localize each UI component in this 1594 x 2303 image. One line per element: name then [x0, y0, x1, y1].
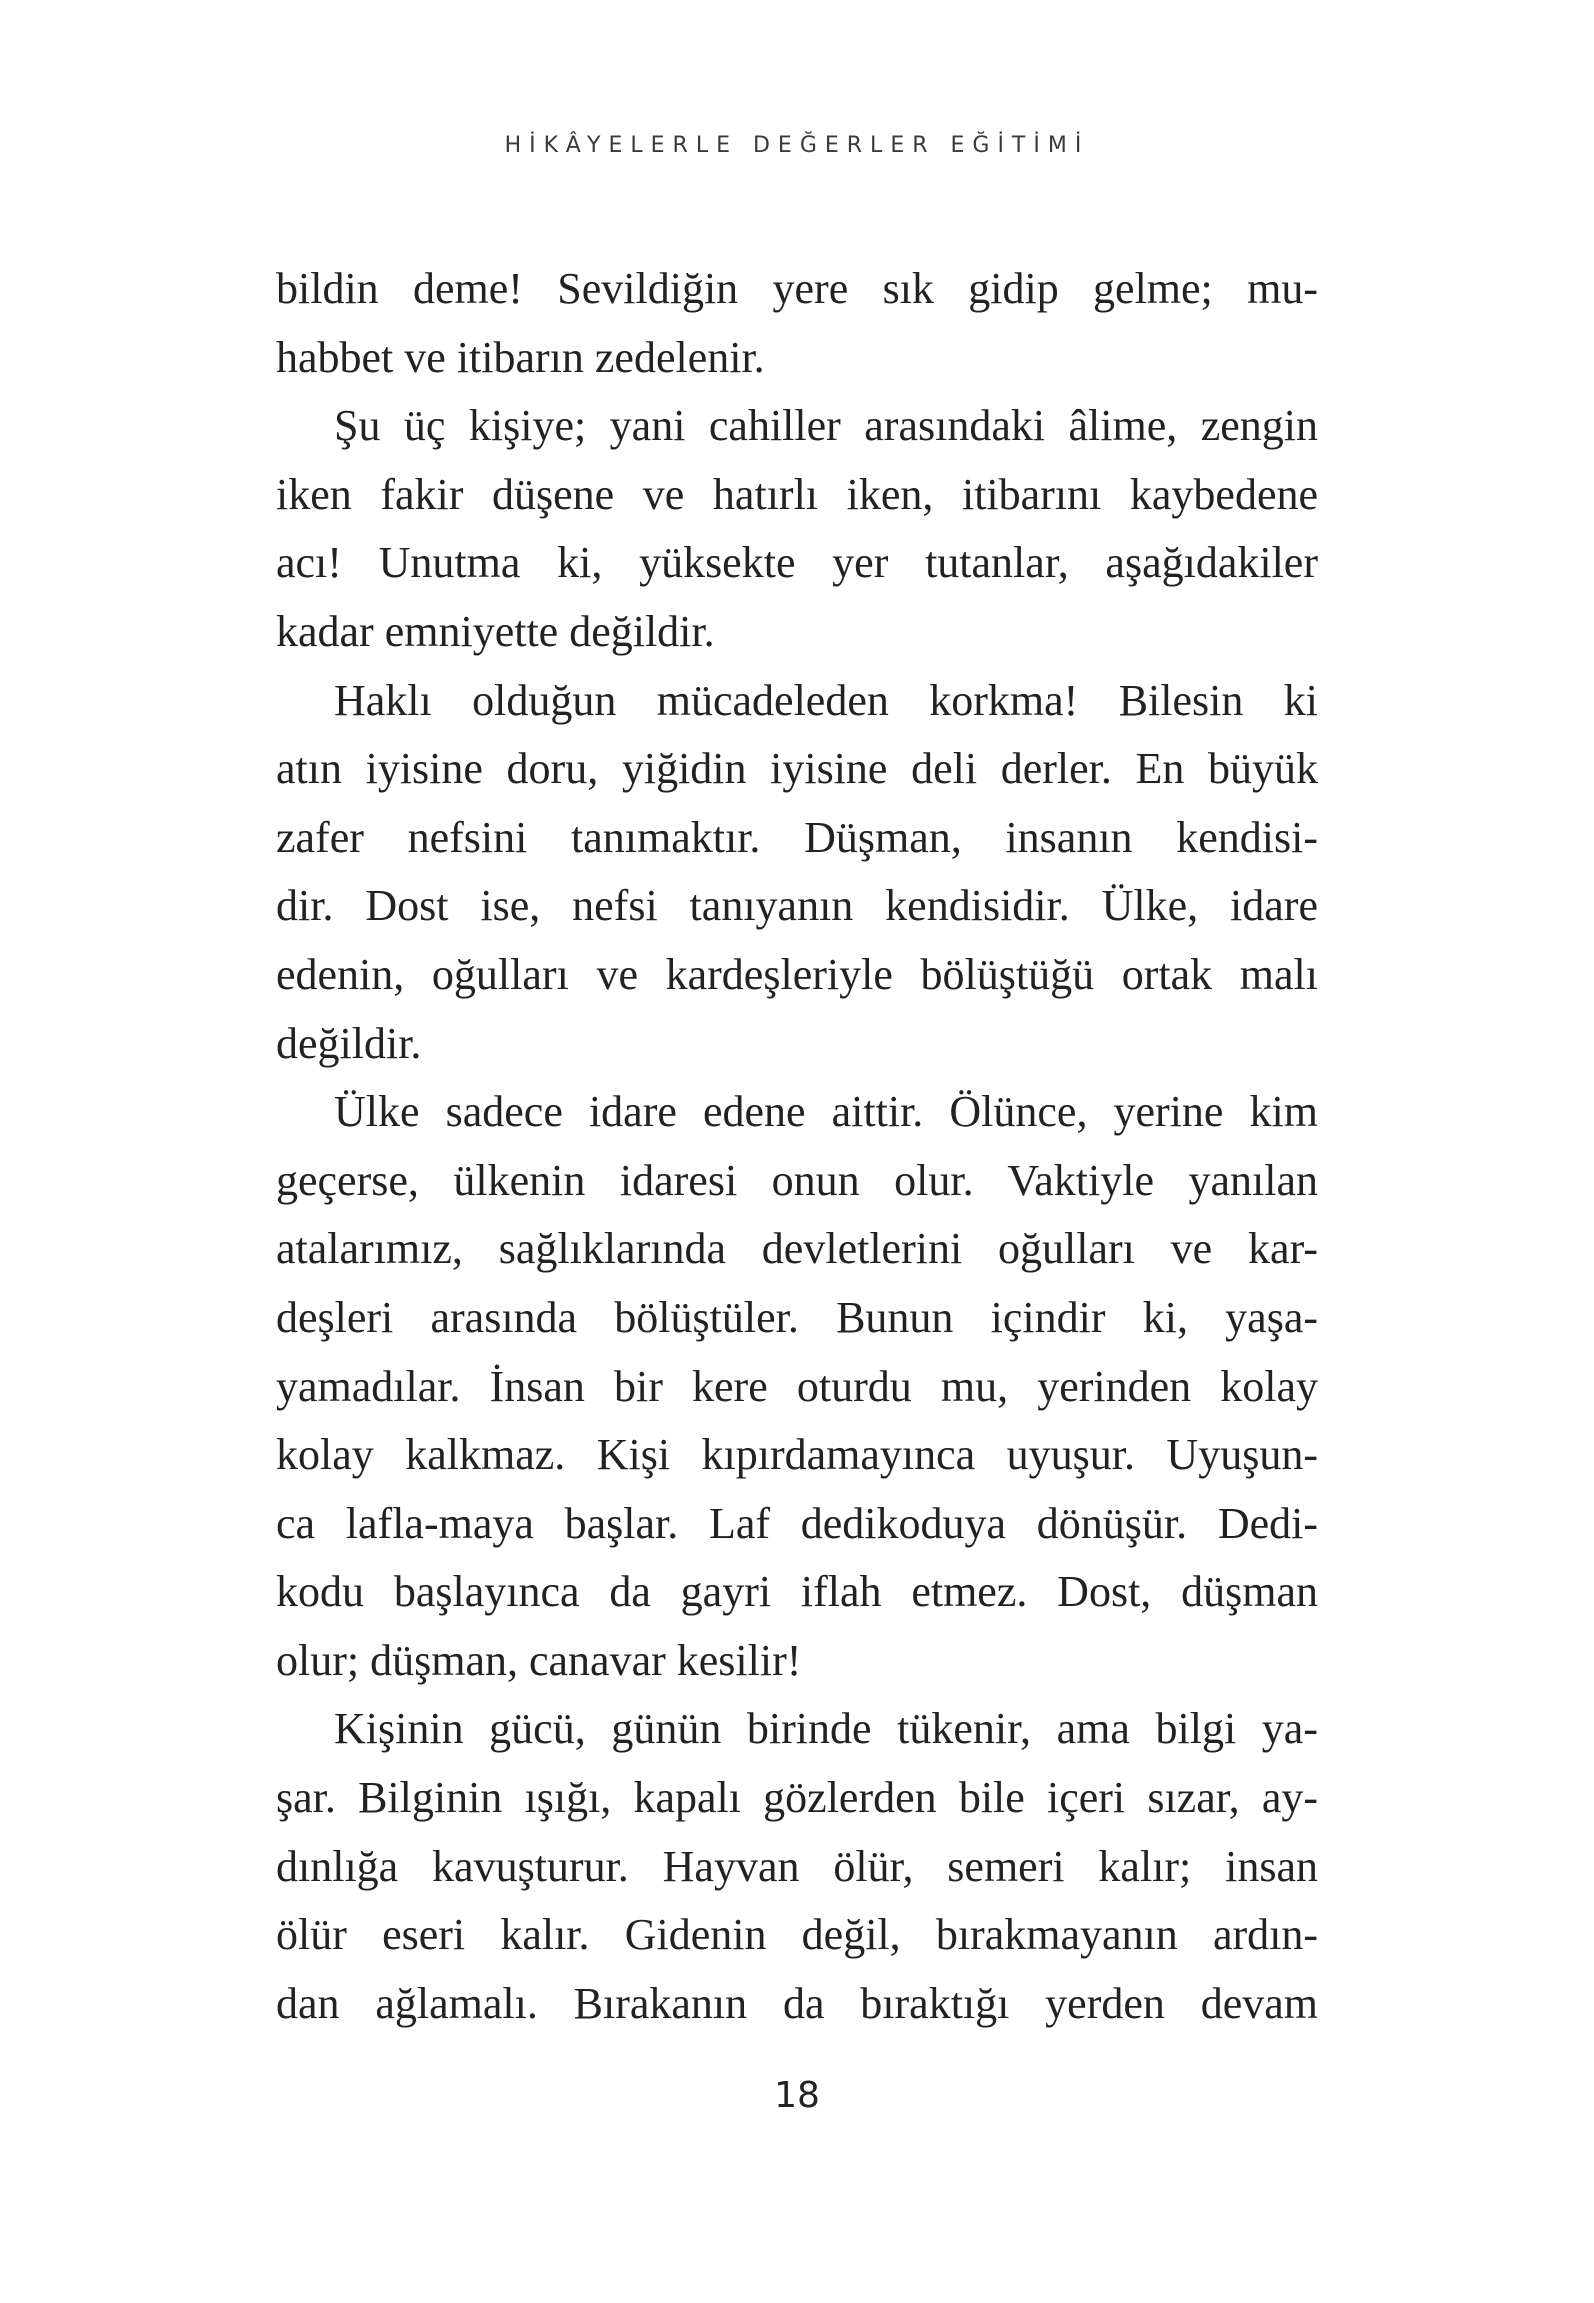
- text-line: bildin deme! Sevildiğin yere sık gidip gelme; mu-: [276, 264, 1318, 313]
- text-line: şar. Bilginin ışığı, kapalı gözlerden bile içeri sızar, ay-: [276, 1773, 1318, 1823]
- text-line: edenin, oğulları ve kardeşleriyle bölüştüğü ortak malı: [276, 949, 1318, 999]
- text-line: habbet ve itibarın zedelenir.: [276, 332, 765, 382]
- text-line: olur; düşman, canavar kesilir!: [276, 1635, 802, 1685]
- text-line: değildir.: [276, 1018, 422, 1068]
- text-line: dan ağlamalı. Bırakanın da bıraktığı yerden devam: [276, 1978, 1318, 2028]
- text-line: kadar emniyette değildir.: [276, 606, 715, 656]
- text-line: ca lafla-maya başlar. Laf dedikoduya dönüşür. Dedi-: [276, 1498, 1318, 1548]
- text-line: acı! Unutma ki, yüksekte yer tutanlar, aşağıdakiler: [276, 538, 1318, 588]
- text-line: Şu üç kişiye; yani cahiller arasındaki âlime, zengin: [334, 401, 1318, 451]
- text-line: kodu başlayınca da gayri iflah etmez. Dost, düşman: [276, 1567, 1318, 1617]
- text-line: atın iyisine doru, yiğidin iyisine deli derler. En büyük: [276, 744, 1318, 794]
- text-line: Haklı olduğun mücadeleden korkma! Bilesin ki: [334, 675, 1318, 725]
- text-line: deşleri arasında bölüştüler. Bunun içindir ki, yaşa-: [276, 1292, 1318, 1342]
- text-line: ölür eseri kalır. Gidenin değil, bırakmayanın ardın-: [276, 1910, 1318, 1960]
- text-line: iken fakir düşene ve hatırlı iken, itibarını kaybedene: [276, 469, 1318, 519]
- text-line: yamadılar. İnsan bir kere oturdu mu, yerinden kolay: [276, 1361, 1318, 1411]
- text-line: Ülke sadece idare edene aittir. Ölünce, yerine kim: [334, 1087, 1318, 1137]
- text-line: Kişinin gücü, günün birinde tükenir, ama bilgi ya-: [334, 1704, 1318, 1754]
- page-number: 18: [774, 2075, 820, 2116]
- text-line: dınlığa kavuşturur. Hayvan ölür, semeri kalır; insan: [276, 1841, 1318, 1891]
- text-line: kolay kalkmaz. Kişi kıpırdamayınca uyuşur. Uyuşun-: [276, 1430, 1318, 1480]
- text-line: geçerse, ülkenin idaresi onun olur. Vaktiyle yanılan: [276, 1155, 1318, 1205]
- text-line: atalarımız, sağlıklarında devletlerini oğulları ve kar-: [276, 1224, 1318, 1274]
- running-header: HİKÂYELERLE DEĞERLER EĞİTİMİ: [504, 133, 1090, 158]
- text-line: dir. Dost ise, nefsi tanıyanın kendisidir. Ülke, idare: [276, 881, 1318, 931]
- body-text: [276, 255, 1318, 2038]
- text-line: zafer nefsini tanımaktır. Düşman, insanın kendisi-: [276, 812, 1318, 862]
